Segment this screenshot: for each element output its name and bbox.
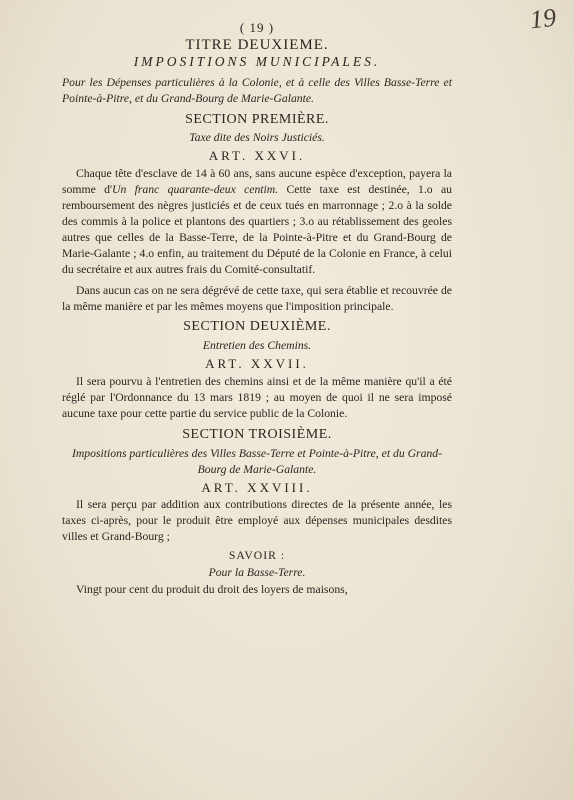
page-number: ( 19 ) [239,20,275,35]
intro-paragraph: Pour les Dépenses particulières à la Colonie, et à celle des Villes Basse-Terre et Pointe-à-Pitre, et du Grand-Bourg de Marie-Galante. [62,75,452,105]
text-column [62,20,452,598]
section2-subtitle: Entretien des Chemins. [202,339,312,353]
para1-part-b: Cette taxe est destinée, 1.o au remboursement des nègres justiciés et de ceux tués en marronnage ; 2.o à la solde des commis à la police et plantons des quartiers ; 3.o au rétablissement des geoles autres que celles de la Basse-Terre, de la Pointe-à-Pitre et du Grand-Bourg de Marie-Galante ; 4.o enfin, au traitement du Député de la Colonie en France, à celui du secrétaire et aux autres frais du Comité-consultatif. [62,183,452,276]
section3-heading: SECTION TROISIÈME. [182,426,332,442]
savoir-label: SAVOIR : [228,549,286,563]
para1-amount: Un franc quarante-deux centim. [112,183,279,197]
section3-paragraph: Il sera perçu par addition aux contributions directes de la présente année, les taxes ci-après, pour le produit être employé aux dépenses municipales desdites villes et Grand-Bourg ; [62,498,452,544]
impositions-heading: IMPOSITIONS MUNICIPALES. [133,53,381,69]
titre-heading: TITRE DEUXIEME. [185,36,329,53]
section2-paragraph: Il sera pourvu à l'entretien des chemins ainsi et de la même manière qu'il a été réglé par l'Ordonnance du 13 mars 1819 ; au moyen de quoi il ne sera imposé aucune taxe pour cette partie du service public de la Colonie. [62,375,452,420]
handwritten-folio-number: 19 [528,2,558,35]
section2-heading: SECTION DEUXIÈME. [183,319,331,335]
last-line: Vingt pour cent du produit du droit des loyers de maisons, [76,583,348,596]
section1-subtitle: Taxe dite des Noirs Justiciés. [189,131,325,145]
section3-subtitle: Impositions particulières des Villes Basse-Terre et Pointe-à-Pitre, et du Grand-Bourg de Marie-Galante. [71,446,443,476]
section1-paragraph-2: Dans aucun cas on ne sera dégrévé de cette taxe, qui sera établie et recouvrée de la même manière et par les mêmes moyens que l'imposition principale. [62,283,452,313]
pour-basse-terre: Pour la Basse-Terre. [208,566,306,580]
section1-heading: SECTION PREMIÈRE. [185,111,329,127]
section3-article: ART. XXVIII. [201,479,313,495]
section1-article: ART. XXVI. [208,148,306,164]
section2-article: ART. XXVII. [205,356,309,372]
para1-part-a: Chaque tête d'esclave de 14 à 60 ans, sans aucune espèce d'exception, payera la somme d' [62,167,452,197]
section1-paragraph-1 [62,166,452,277]
